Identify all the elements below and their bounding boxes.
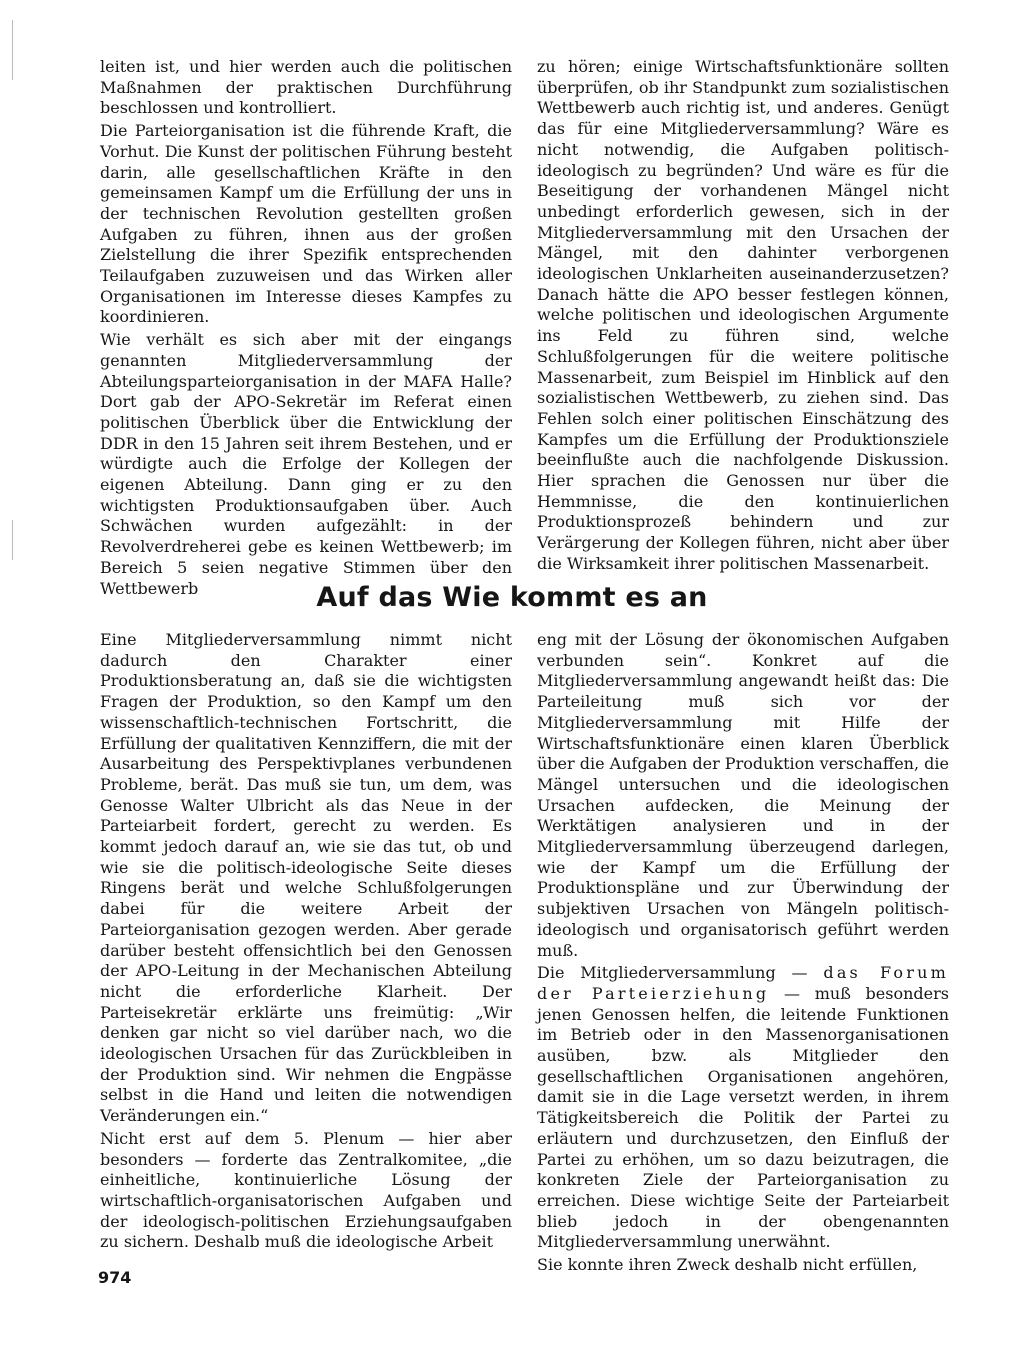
paragraph: Sie konnte ihren Zweck deshalb nicht erfüllen, <box>537 1255 918 1275</box>
scan-edge-mark <box>12 20 13 80</box>
paragraph: Eine Mitgliederversammlung nimmt nicht dadurch den Charakter einer Produktionsberatung an, daß sie die wichtigsten Fragen der Produktion, so den Kampf um den wissenschaftlich-technischen Fortschritt, die Erfüllung der qualitativen Kennziffern, die mit der Ausarbeitung des Perspektivplanes verbundenen Probleme, berät. Das muß sie tun, um dem, was Genosse Walter Ulbricht als das Neue in der Parteiarbeit fordert, gerecht zu werden. Es kommt jedoch darauf an, wie sie das tut, ob und wie sie die politisch-ideologische Seite dieses Ringens berät und welche Schlußfolgerungen dabei für die weitere Arbeit der Parteiorganisation gezogen werden. Aber gerade darüber besteht offensichtlich bei den Genossen der APO-Leitung in der Mechanischen Abteilung nicht die erforderliche Klarheit. Der Parteisekretär erklärte uns freimütig: „Wir denken gar nicht so viel darüber nach, wo die ideologischen Ursachen für das Zurückbleiben in der Produktion sind. Wir nehmen die Engpässe selbst in die Hand und leiten die notwendigen Veränderungen ein.“ <box>100 630 512 1126</box>
paragraph <box>537 963 949 1253</box>
scan-edge-mark <box>12 520 13 560</box>
section-heading: Auf das Wie kommt es an <box>316 582 708 613</box>
page-number: 974 <box>98 1268 132 1287</box>
column-top-left <box>100 57 512 601</box>
column-bottom-left <box>100 630 512 1255</box>
paragraph: zu hören; einige Wirtschaftsfunktionäre sollten überprüfen, ob ihr Standpunkt zum sozialistischen Wettbewerb auch richtig ist, und anderes. Genügt das für eine Mitgliederversammlung? Wäre es nicht notwendig, die Aufgaben politisch-ideologisch zu begründen? Und wäre es für die Beseitigung der vorhandenen Mängel nicht unbedingt erforderlich gewesen, sich in der Mitgliederversammlung mit den Ursachen der Mängel, mit den dahinter verborgenen ideologischen Unklarheiten auseinanderzusetzen? Danach hätte die APO besser festlegen können, welche politischen und ideologischen Argumente ins Feld zu führen sind, welche Schlußfolgerungen für die weitere politische Massenarbeit, zum Beispiel im Hinblick auf den sozialistischen Wettbewerb, zu ziehen sind. Das Fehlen solch einer politischen Einschätzung des Kampfes um die Erfüllung der Produktionsziele beeinflußte auch die nachfolgende Diskussion. Hier sprachen die Genossen nur über die Hemmnisse, die den kontinuierlichen Produktionsprozeß behindern und zur Verärgerung der Kollegen führen, nicht aber über die Wirksamkeit ihrer politischen Massenarbeit. <box>537 57 949 573</box>
column-top-right <box>537 57 949 577</box>
paragraph: eng mit der Lösung der ökonomischen Aufgaben verbunden sein“. Konkret auf die Mitgliederversammlung angewandt heißt das: Die Parteileitung muß sich vor der Mitgliederversammlung mit Hilfe der Wirtschaftsfunktionäre einen klaren Überblick über die Aufgaben der Produktion verschaffen, die Mängel untersuchen und die ideologischen Ursachen aufdecken, die Meinung der Werktätigen analysieren und in der Mitgliederversammlung überzeugend darlegen, wie der Kampf um die Erfüllung der Produktionspläne und zur Überwindung der subjektiven Ursachen von Mängeln politisch-ideologisch und organisatorisch geführt werden muß. <box>537 630 949 960</box>
paragraph: Die Parteiorganisation ist die führende Kraft, die Vorhut. Die Kunst der politischen Führung besteht darin, alle gesellschaftlichen Kräfte in den gemeinsamen Kampf um die Erfüllung der uns in der technischen Revolution gestellten großen Aufgaben zu führen, ihnen aus der großen Zielstellung die ihrer Spezifik entsprechenden Teilaufgaben zuzuweisen und das Wirken aller Organisationen im Interesse dieses Kampfes zu koordinieren. <box>100 121 512 327</box>
paragraph: Wie verhält es sich aber mit der eingangs genannten Mitgliederversammlung der Abteilungsparteiorganisation in der MAFA Halle? Dort gab der APO-Sekretär im Referat einen politischen Überblick über die Entwicklung der DDR in den 15 Jahren seit ihrem Bestehen, und er würdigte auch die Erfolge der Kollegen der eigenen Abteilung. Dann ging er zu den wichtigsten Produktionsaufgaben über. Auch Schwächen wurden aufgezählt: in der Revolverdreherei gebe es keinen Wettbewerb; im Bereich 5 seien negative Stimmen über den Wettbewerb <box>100 330 512 598</box>
emphasized-phrase: das Forum der Parteierziehung <box>537 963 949 1003</box>
paragraph: Nicht erst auf dem 5. Plenum — hier aber besonders — forderte das Zentralkomitee, „die einheitliche, kontinuierliche Lösung der wirtschaftlich-organisatorischen Aufgaben und der ideologisch-politischen Erziehungsaufgaben zu sichern. Deshalb muß die ideologische Arbeit <box>100 1128 512 1252</box>
paragraph-start: Die Mitgliederversammlung — <box>537 963 808 983</box>
column-bottom-right <box>537 630 949 1278</box>
paragraph: leiten ist, und hier werden auch die politischen Maßnahmen der praktischen Durchführung beschlossen und kontrolliert. <box>100 57 512 118</box>
paragraph-end: — muß besonders jenen Genossen helfen, die leitende Funktionen im Betrieb oder in den Massenorganisationen ausüben, bzw. als Mitglieder den gesellschaftlichen Organisationen angehören, damit sie in die Lage versetzt werden, in ihrem Tätigkeitsbereich die Politik der Partei zu erläutern und durchzusetzen, den Einfluß der Partei zu erhöhen, um so dazu beizutragen, die konkreten Ziele der Parteiorganisation zu erreichen. Diese wichtige Seite der Parteiarbeit blieb jedoch in der obengenannten Mitgliederversammlung unerwähnt. <box>537 983 949 1252</box>
